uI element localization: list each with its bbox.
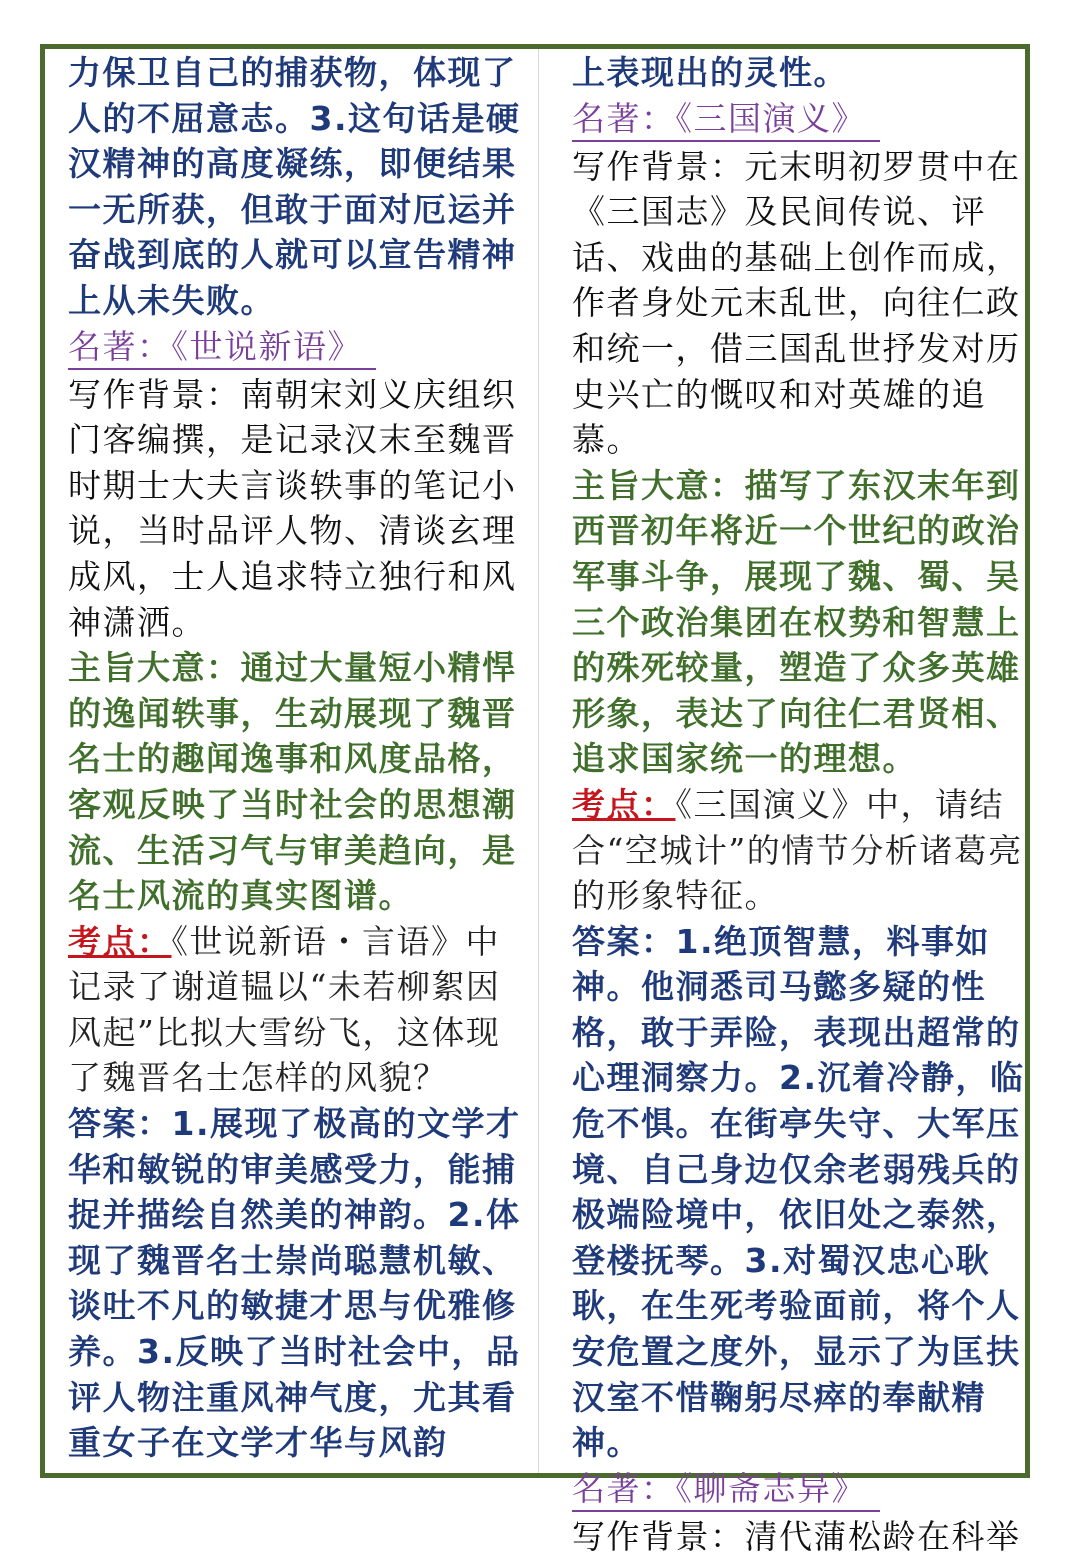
shishuo-xinyu-background: 写作背景：南朝宋刘义庆组织门客编撰，是记录汉末至魏晋时期士大夫言谈轶事的笔记小说，当时品评人物、清谈玄理成风，士人追求特立独行和风神潇洒。 xyxy=(68,374,517,642)
kaodian-label: 考点： xyxy=(68,921,172,961)
sanguo-yanyi-theme: 主旨大意：描写了东汉末年到西晋初年将近一个世纪的政治军事斗争，展现了魏、蜀、吴三个政治集团在权势和智慧上的殊死较量，塑造了众多英雄形象，表达了向往仁君贤相、追求国家统一的理想。 xyxy=(572,465,1021,779)
question-text: 《三国演义》中，请结合“空城计”的情节分析诸葛亮的形象特征。 xyxy=(572,784,1023,916)
lao-ren-yu-hai-answer-end: 力保卫自己的捕获物，体现了人的不屈意志。3.这句话是硬汉精神的高度凝练，即便结果一无所获，但敢于面对厄运并奋战到底的人就可以宣告精神上从未失败。 xyxy=(68,53,521,320)
shishuo-xinyu-heading: 名著：《世说新语》 xyxy=(68,326,376,370)
column-divider xyxy=(538,49,539,1473)
shishuo-xinyu-answer-end: 上表现出的灵性。 xyxy=(572,53,848,92)
shishuo-xinyu-theme: 主旨大意：通过大量短小精悍的逸闻轶事，生动展现了魏晋名士的趣闻逸事和风度品格，客观反映了当时社会的思想潮流、生活习气与审美趋向，是名士风流的真实图谱。 xyxy=(68,648,517,916)
shishuo-xinyu-answer: 答案：1.展现了极高的文学才华和敏锐的审美感受力，能捕捉并描绘自然美的神韵。2.体现了魏晋名士崇尚聪慧机敏、谈吐不凡的敏捷才思与优雅修养。3.反映了当时社会中，品评人物注重风神气度，尤其看重女子在文学才华与风韵 xyxy=(68,1104,521,1463)
kaodian-label: 考点： xyxy=(572,784,676,824)
question-text: 《世说新语・言语》中记录了谢道韫以“未若柳絮因风起”比拟大雪纷飞，这体现了魏晋名士怎样的风貌？ xyxy=(68,921,501,1098)
liaozhai-zhiyi-background: 写作背景：清代蒲松龄在科举 xyxy=(572,1516,1021,1556)
right-column xyxy=(572,50,1028,1559)
sanguo-yanyi-answer: 答案：1.绝顶智慧，料事如神。他洞悉司马懿多疑的性格，敢于弄险，表现出超常的心理洞察力。2.沉着冷静，临危不惧。在街亭失守、大军压境、自己身边仅余老弱残兵的极端险境中，依旧处之泰然，登楼抚琴。3.对蜀汉忠心耿耿，在生死考验面前，将个人安危置之度外，显示了为匡扶汉室不惜鞠躬尽瘁的奉献精神。 xyxy=(572,921,1025,1463)
liaozhai-zhiyi-heading: 名著：《聊斋志异》 xyxy=(572,1468,880,1512)
shishuo-xinyu-question xyxy=(68,919,528,1101)
sanguo-yanyi-background: 写作背景：元末明初罗贯中在《三国志》及民间传说、评话、戏曲的基础上创作而成，作者身处元末乱世，向往仁政和统一，借三国乱世抒发对历史兴亡的慨叹和对英雄的追慕。 xyxy=(572,146,1021,460)
sanguo-yanyi-question xyxy=(572,782,1028,919)
left-column xyxy=(68,50,528,1466)
sanguo-yanyi-heading: 名著：《三国演义》 xyxy=(572,98,880,142)
